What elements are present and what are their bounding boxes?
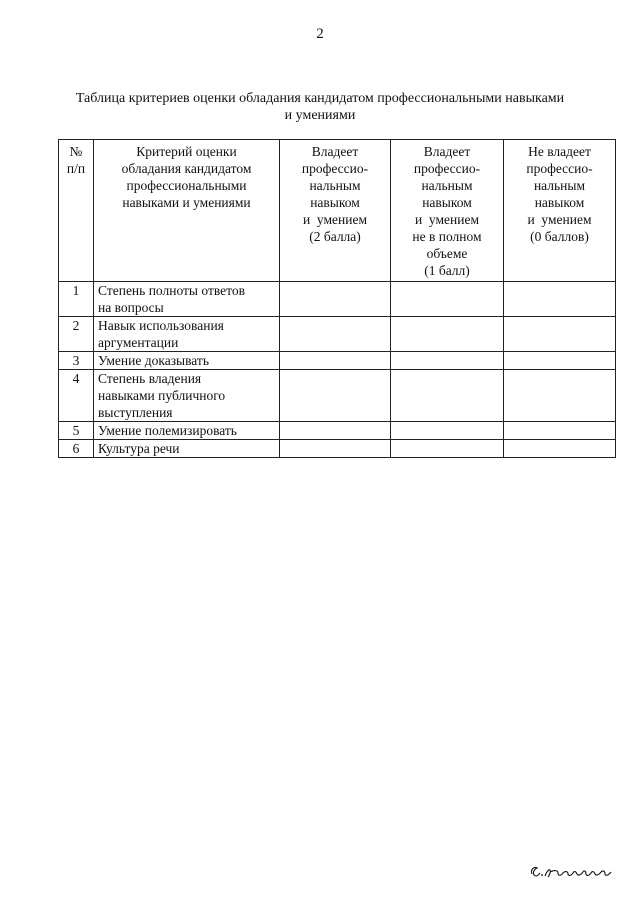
score-cell-zero[interactable] — [504, 422, 616, 440]
row-number: 4 — [59, 370, 94, 422]
row-number: 3 — [59, 352, 94, 370]
score-cell-zero[interactable] — [504, 282, 616, 317]
row-criterion: Умение доказывать — [94, 352, 280, 370]
score-cell-two[interactable] — [280, 440, 391, 458]
handwritten-signature — [528, 860, 616, 882]
row-criterion: Умение полемизировать — [94, 422, 280, 440]
criteria-table — [58, 139, 616, 458]
score-cell-zero[interactable] — [504, 440, 616, 458]
row-criterion: Навык использования аргументации — [94, 317, 280, 352]
score-cell-two[interactable] — [280, 370, 391, 422]
header-criterion: Критерий оценки обладания кандидатом профессиональными навыками и умениями — [94, 140, 280, 282]
score-cell-two[interactable] — [280, 422, 391, 440]
row-criterion: Степень полноты ответов на вопросы — [94, 282, 280, 317]
table-title-line-2: и умениями — [284, 108, 356, 123]
score-cell-two[interactable] — [280, 352, 391, 370]
score-cell-one[interactable] — [391, 422, 504, 440]
header-number: № п/п — [59, 140, 94, 282]
table-title — [60, 90, 580, 124]
table-row — [59, 440, 616, 458]
row-number: 5 — [59, 422, 94, 440]
table-title-line-1: Таблица критериев оценки обладания кандидатом профессиональными навыками — [75, 91, 565, 106]
row-criterion: Культура речи — [94, 440, 280, 458]
header-two-points: Владеет профессио- нальным навыком и умением (2 балла) — [280, 140, 391, 282]
table-row — [59, 370, 616, 422]
score-cell-zero[interactable] — [504, 352, 616, 370]
score-cell-zero[interactable] — [504, 370, 616, 422]
row-number: 2 — [59, 317, 94, 352]
score-cell-one[interactable] — [391, 317, 504, 352]
header-zero-points: Не владеет профессио- нальным навыком и умением (0 баллов) — [504, 140, 616, 282]
score-cell-one[interactable] — [391, 282, 504, 317]
header-row — [59, 140, 616, 282]
table-row — [59, 352, 616, 370]
row-criterion: Степень владения навыками публичного выступления — [94, 370, 280, 422]
table-row — [59, 282, 616, 317]
row-number: 1 — [59, 282, 94, 317]
table-row — [59, 422, 616, 440]
row-number: 6 — [59, 440, 94, 458]
table-row — [59, 317, 616, 352]
score-cell-two[interactable] — [280, 317, 391, 352]
header-one-point: Владеет профессио- нальным навыком и умением не в полном объеме (1 балл) — [391, 140, 504, 282]
score-cell-one[interactable] — [391, 352, 504, 370]
score-cell-one[interactable] — [391, 370, 504, 422]
score-cell-one[interactable] — [391, 440, 504, 458]
score-cell-zero[interactable] — [504, 317, 616, 352]
score-cell-two[interactable] — [280, 282, 391, 317]
page-number: 2 — [316, 26, 324, 42]
